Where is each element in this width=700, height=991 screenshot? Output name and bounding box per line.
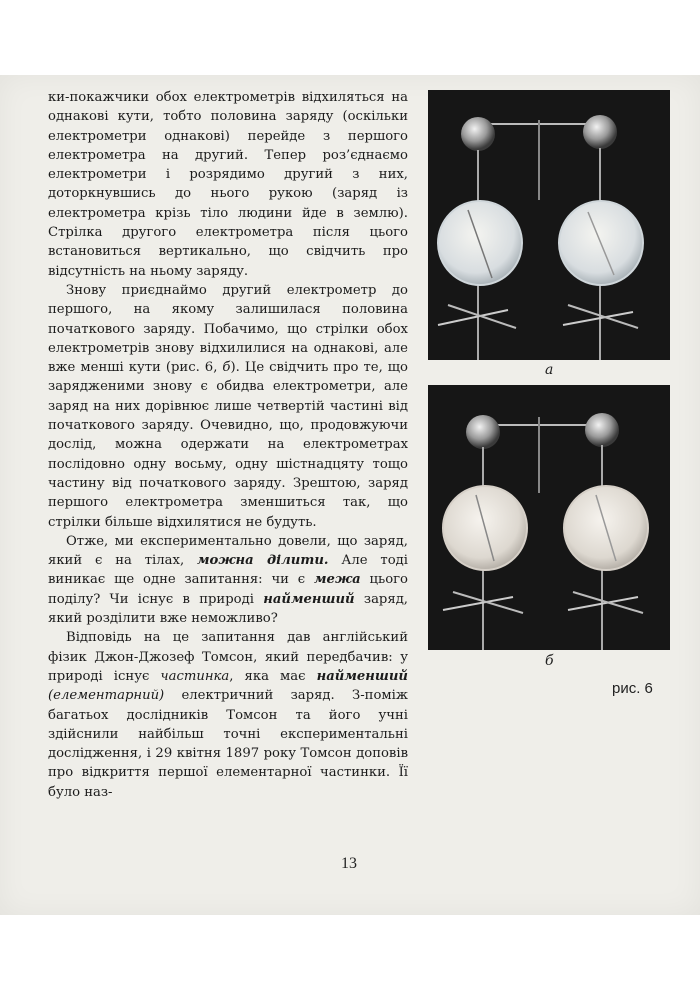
- paragraph-3-text-d: заряд, який розділити вже неможливо?: [48, 591, 408, 627]
- paragraph-3-text-c: цього поділу? Чи існує в природі: [48, 572, 408, 607]
- paragraph-4-text-d: електричний заряд. З-поміж багатьох дослідників Томсон та його учні здійснили найбільш точні експериментальні дослідження, і 29 квітня 1897 року Томсон доповів про відкриття першої елементарної частинки. Її було наз-: [48, 688, 408, 800]
- paragraph-2: [48, 281, 408, 532]
- figure-label-a: а: [545, 362, 554, 378]
- body-text: [48, 88, 408, 802]
- paragraph-4-text-b: , яка має: [229, 668, 317, 684]
- emphasis-particle: частинка: [160, 668, 230, 684]
- paragraph-2-text-b: ). Це свідчить про те, що зарядженими знову є обидва електрометри, але заряд на них дорівнює лише четвертій частині від початкового заряду. Очевидно, що, продовжуючи дослід, можна одержати на електрометрах послідовно одну восьму, одну шістнадцяту тощо частину від початкового заряду. Зрештою, заряд першого електрометра зменшиться так, що стрілки більше відхилятися не будуть.: [48, 360, 408, 530]
- emphasis-can-divide: можна ділити.: [197, 553, 329, 569]
- emphasis-elementary: (елементарний): [48, 688, 165, 704]
- paragraph-4-text-a: Відповідь на це запитання дав англійський фізик Джон-Джозеф Томсон, який передбачив: у природі існує: [48, 630, 408, 684]
- page-number: 13: [341, 855, 357, 872]
- paragraph-2-text-a: Знову приєднаймо другий електрометр до першого, на якому залишилася половина початкового заряду. Побачимо, що стрілки обох електрометрів знову відхилилися на однакові, але вже менші кути (рис. 6,: [48, 282, 408, 376]
- emphasis-limit: межа: [314, 572, 361, 588]
- figure-caption: рис. 6: [612, 680, 653, 697]
- figure-reference: б: [222, 360, 231, 376]
- paragraph-3-text-a: Отже, ми експериментально довели, що заряд, який є на тілах,: [48, 533, 408, 569]
- paragraph-3: [48, 532, 408, 628]
- electrometer-photo-a: [428, 90, 670, 360]
- electrometer-illustration-a: [428, 90, 670, 360]
- emphasis-smallest: найменший: [263, 591, 355, 607]
- electrometer-illustration-b: [428, 385, 670, 650]
- electrometer-photo-b: [428, 385, 670, 650]
- figure-label-b: б: [545, 653, 554, 669]
- emphasis-smallest-2: найменший: [316, 668, 408, 684]
- paragraph-3-text-b: Але тоді виникає ще одне запитання: чи є: [48, 553, 408, 588]
- paragraph-1-text: ки-покажчики обох електрометрів відхиляться на однакові кути, тобто половина заряду (оскільки електрометри однакові) перейде з першого електрометра на другий. Тепер роз’єднаємо електрометри і розрядимо другий з них, доторкнувшись до нього рукою (заряд із електрометра крізь тіло людини йде в землю). Стрілка другого електрометра після цього встановиться вертикально, що свідчить про відсутність на ньому заряду.: [48, 90, 408, 279]
- paragraph-1: [48, 88, 408, 281]
- paragraph-4: [48, 628, 408, 802]
